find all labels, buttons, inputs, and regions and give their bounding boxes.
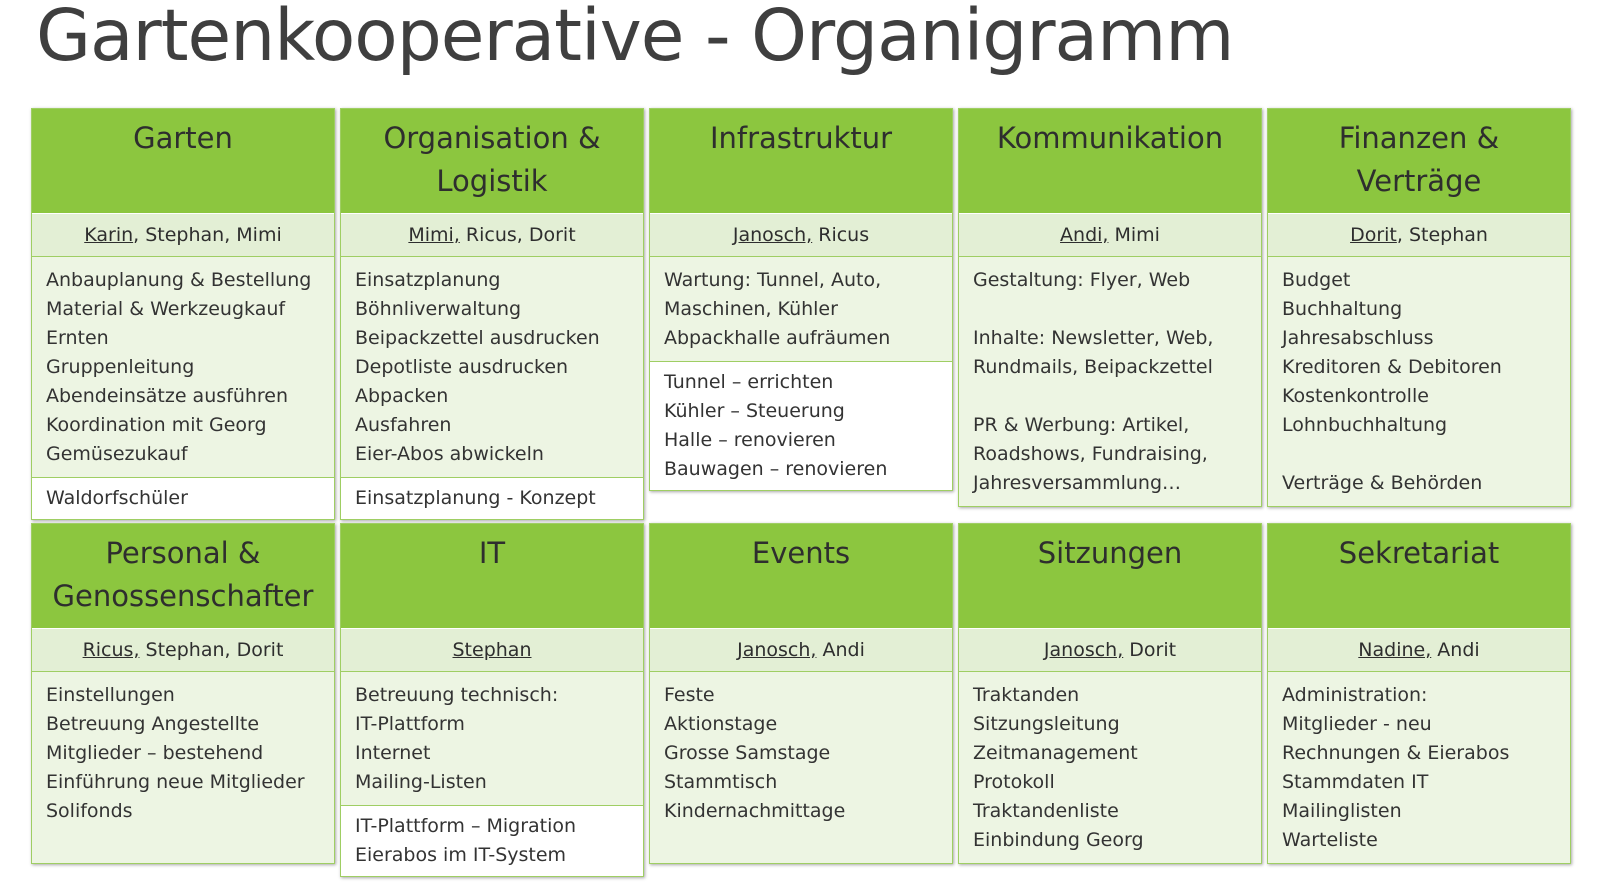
lead-member: Dorit — [1350, 224, 1397, 246]
task-item: Roadshows, Fundraising, — [973, 443, 1208, 465]
project-item: Eierabos im IT-System — [355, 844, 567, 866]
task-item: Wartung: Tunnel, Auto, — [664, 269, 882, 291]
lead-member: Karin — [84, 224, 134, 246]
task-list — [32, 257, 334, 477]
project-list — [32, 477, 334, 519]
task-item: Abpackhalle aufräumen — [664, 327, 891, 349]
task-item: Feste — [664, 684, 715, 706]
other-members: Mimi — [1108, 224, 1160, 246]
card-title — [32, 109, 334, 213]
task-item: Abendeinsätze ausführen — [46, 385, 289, 407]
page-title: Gartenkooperative - Organigramm — [36, 0, 1234, 77]
task-item: Ausfahren — [355, 414, 452, 436]
task-list — [959, 672, 1261, 863]
task-item: Kostenkontrolle — [1282, 385, 1429, 407]
task-item — [46, 826, 320, 855]
card-members — [650, 628, 952, 672]
task-list — [1268, 672, 1570, 863]
task-item: PR & Werbung: Artikel, — [973, 414, 1190, 436]
card-members — [959, 628, 1261, 672]
card-members — [341, 213, 643, 257]
card-title-line: Infrastruktur — [709, 121, 893, 155]
task-item: Aktionstage — [664, 713, 778, 735]
role-card — [958, 523, 1262, 864]
task-item: Grosse Samstage — [664, 742, 831, 764]
task-item: Koordination mit Georg — [46, 414, 267, 436]
task-item: Eier-Abos abwickeln — [355, 443, 544, 465]
card-title — [959, 109, 1261, 213]
role-card — [649, 108, 953, 491]
card-members — [32, 213, 334, 257]
card-members — [959, 213, 1261, 257]
lead-member: Janosch, — [1043, 639, 1124, 661]
card-title — [32, 524, 334, 628]
task-item: Solifonds — [46, 800, 133, 822]
task-item: Budget — [1282, 269, 1351, 291]
task-item: Gruppenleitung — [46, 356, 195, 378]
lead-member: Janosch, — [737, 639, 817, 661]
other-members: Dorit — [1123, 639, 1177, 661]
task-item — [973, 382, 1247, 411]
card-title — [650, 109, 952, 213]
lead-member: Ricus, — [82, 639, 140, 661]
task-item: Inhalte: Newsletter, Web, — [973, 327, 1214, 349]
task-item: Warteliste — [1282, 829, 1378, 851]
task-list — [650, 257, 952, 361]
task-item: Stammtisch — [664, 771, 778, 793]
card-title — [1268, 524, 1570, 628]
task-item: Einstellungen — [46, 684, 175, 706]
card-members — [32, 628, 334, 672]
role-card — [31, 523, 335, 864]
card-members — [1268, 628, 1570, 672]
task-item: Abpacken — [355, 385, 449, 407]
card-title-line: Verträge — [1356, 164, 1482, 198]
task-item: Betreuung technisch: — [355, 684, 559, 706]
task-item: Mitglieder – bestehend — [46, 742, 264, 764]
role-card — [649, 523, 953, 864]
card-title — [1268, 109, 1570, 213]
other-members: , Stephan — [1396, 224, 1488, 246]
card-title-line: Genossenschafter — [52, 579, 314, 613]
task-list — [1268, 257, 1570, 506]
project-item: IT-Plattform – Migration — [355, 815, 577, 837]
card-title-line: Kommunikation — [996, 121, 1224, 155]
lead-member: Janosch, — [732, 224, 813, 246]
task-item: Einsatzplanung — [355, 269, 501, 291]
role-card — [958, 108, 1262, 507]
task-item — [664, 826, 938, 855]
task-item: Internet — [355, 742, 431, 764]
task-item: IT-Plattform — [355, 713, 465, 735]
task-item: Gemüsezukauf — [46, 443, 188, 465]
card-title-line: Events — [751, 536, 851, 570]
card-title — [959, 524, 1261, 628]
other-members: Ricus, Dorit — [459, 224, 576, 246]
project-list — [341, 805, 643, 876]
card-title-line: Logistik — [436, 164, 548, 198]
task-item: Stammdaten IT — [1282, 771, 1429, 793]
task-item: Jahresversammlung… — [973, 472, 1181, 494]
card-title-line: IT — [478, 536, 506, 570]
task-item: Maschinen, Kühler — [664, 298, 838, 320]
lead-member: Nadine, — [1358, 639, 1432, 661]
lead-member: Stephan — [452, 639, 532, 661]
task-item: Mailing-Listen — [355, 771, 487, 793]
task-item: Rundmails, Beipackzettel — [973, 356, 1213, 378]
task-item: Rechnungen & Eierabos — [1282, 742, 1510, 764]
task-item: Beipackzettel ausdrucken — [355, 327, 600, 349]
task-item — [973, 295, 1247, 324]
project-item: Halle – renovieren — [664, 429, 836, 451]
lead-member: Andi, — [1060, 224, 1109, 246]
task-item: Kindernachmittage — [664, 800, 846, 822]
task-item: Kreditoren & Debitoren — [1282, 356, 1502, 378]
task-item: Betreuung Angestellte — [46, 713, 260, 735]
project-list — [341, 477, 643, 519]
other-members: Andi — [816, 639, 865, 661]
task-list — [341, 672, 643, 805]
role-card — [340, 108, 644, 520]
task-item: Gestaltung: Flyer, Web — [973, 269, 1191, 291]
other-members: Ricus — [812, 224, 870, 246]
project-item: Tunnel – errichten — [664, 371, 834, 393]
role-card — [340, 523, 644, 877]
card-title — [341, 109, 643, 213]
task-list — [959, 257, 1261, 506]
task-item: Mitglieder - neu — [1282, 713, 1432, 735]
task-item: Material & Werkzeugkauf — [46, 298, 286, 320]
task-list — [341, 257, 643, 477]
task-item: Sitzungsleitung — [973, 713, 1120, 735]
task-item: Traktanden — [973, 684, 1080, 706]
task-item: Anbauplanung & Bestellung — [46, 269, 312, 291]
task-item: Einführung neue Mitglieder — [46, 771, 305, 793]
project-list — [650, 361, 952, 490]
lead-member: Mimi, — [408, 224, 460, 246]
task-item: Böhnliverwaltung — [355, 298, 522, 320]
other-members: , Stephan, Mimi — [133, 224, 282, 246]
task-item: Jahresabschluss — [1282, 327, 1434, 349]
task-item: Verträge & Behörden — [1282, 472, 1483, 494]
task-item: Einbindung Georg — [973, 829, 1144, 851]
role-card — [1267, 523, 1571, 864]
task-item: Mailinglisten — [1282, 800, 1402, 822]
task-item: Depotliste ausdrucken — [355, 356, 569, 378]
card-title-line: Organisation & — [383, 121, 601, 155]
other-members: Andi — [1431, 639, 1480, 661]
role-card — [31, 108, 335, 520]
project-item: Einsatzplanung - Konzept — [355, 487, 596, 509]
task-list — [650, 672, 952, 863]
card-members — [1268, 213, 1570, 257]
task-item — [1282, 440, 1556, 469]
task-list — [32, 672, 334, 863]
card-title-line: Finanzen & — [1338, 121, 1500, 155]
task-item: Lohnbuchhaltung — [1282, 414, 1448, 436]
card-members — [650, 213, 952, 257]
task-item: Traktandenliste — [973, 800, 1119, 822]
card-title — [650, 524, 952, 628]
card-title — [341, 524, 643, 628]
card-title-line: Personal & — [105, 536, 261, 570]
task-item: Zeitmanagement — [973, 742, 1138, 764]
card-title-line: Sitzungen — [1037, 536, 1183, 570]
project-item: Bauwagen – renovieren — [664, 458, 888, 480]
task-item: Administration: — [1282, 684, 1428, 706]
role-card — [1267, 108, 1571, 507]
task-item: Ernten — [46, 327, 109, 349]
task-item: Protokoll — [973, 771, 1055, 793]
project-item: Waldorfschüler — [46, 487, 188, 509]
card-members — [341, 628, 643, 672]
project-item: Kühler – Steuerung — [664, 400, 845, 422]
task-item: Buchhaltung — [1282, 298, 1403, 320]
other-members: Stephan, Dorit — [139, 639, 284, 661]
card-title-line: Garten — [133, 121, 233, 155]
card-title-line: Sekretariat — [1338, 536, 1500, 570]
